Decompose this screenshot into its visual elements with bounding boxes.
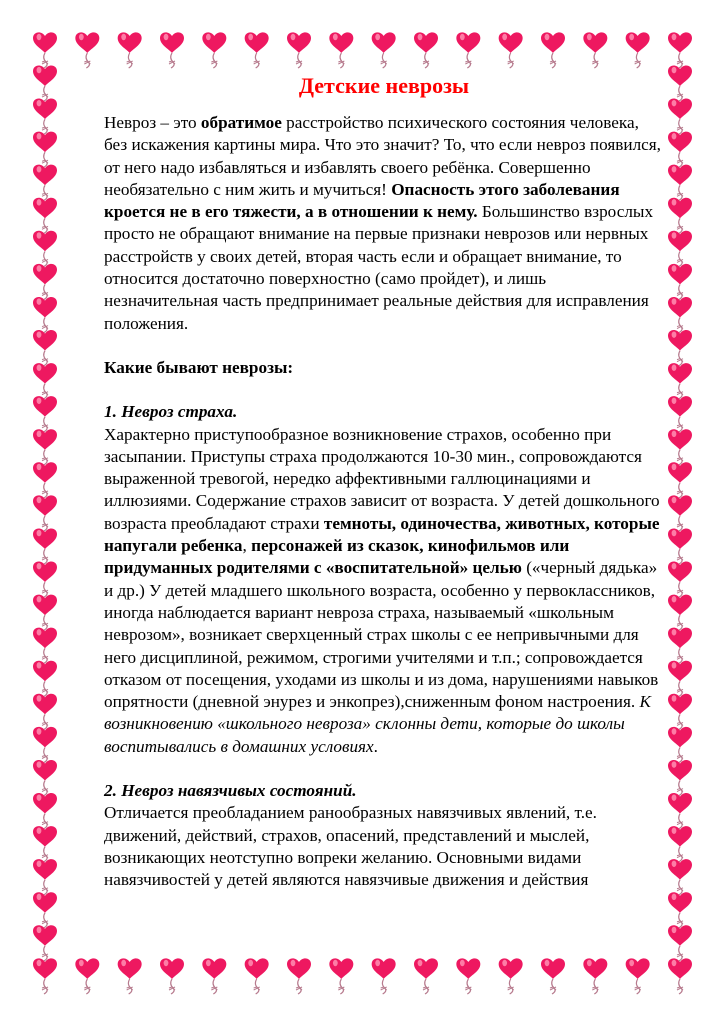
section1-bold-2: персонажей из сказок, кинофильмов или придуманных родителями с «воспитательной» целью xyxy=(104,536,570,578)
heart-balloon-icon xyxy=(33,99,57,135)
heart-balloon-icon xyxy=(287,958,311,994)
section2-heading xyxy=(104,780,664,802)
heart-balloon-icon xyxy=(33,495,57,531)
section2-text-1: Отличается преобладанием ранообразных навязчивых явлений, т.е. движений, действий, страхов, опасений, представлений и мыслей, возникающих неотступно вопреки желанию. Основными видами навязчивостей у детей являются навязчивые движения и действия xyxy=(104,803,597,890)
heart-balloon-icon xyxy=(33,793,57,829)
types-heading-text: Какие бывают неврозы: xyxy=(104,357,294,377)
heart-balloon-icon xyxy=(33,462,57,498)
heart-balloon-icon xyxy=(668,595,692,631)
intro-bold-2: Опасность этого заболевания кроется не в его тяжести, а в отношении к нему. xyxy=(104,179,620,222)
heart-balloon-icon xyxy=(33,32,57,68)
heart-balloon-icon xyxy=(583,958,607,994)
heart-balloon-icon xyxy=(668,694,692,730)
section2-paragraph xyxy=(104,802,664,891)
heart-balloon-icon xyxy=(626,32,650,68)
heart-balloon-icon xyxy=(33,727,57,763)
heart-balloon-icon xyxy=(33,694,57,730)
heart-balloon-icon xyxy=(668,429,692,465)
heart-balloon-icon xyxy=(668,297,692,333)
heart-balloon-icon xyxy=(33,925,57,961)
heart-balloon-icon xyxy=(33,363,57,399)
heart-balloon-icon xyxy=(202,32,226,68)
heart-balloon-icon xyxy=(626,958,650,994)
heart-balloon-icon xyxy=(160,958,184,994)
heart-balloon-icon xyxy=(668,727,692,763)
heart-balloon-icon xyxy=(160,32,184,68)
section1-italic-1: К возникновению «школьного невроза» склонны дети, которые до школы воспитывались в домашних условиях xyxy=(104,692,651,756)
heart-balloon-icon xyxy=(33,297,57,333)
heart-balloon-icon xyxy=(33,165,57,201)
heart-balloon-icon xyxy=(668,396,692,432)
heart-balloon-icon xyxy=(118,958,142,994)
heart-balloon-icon xyxy=(33,628,57,664)
section1-text-1: Характерно приступообразное возникновение страхов, особенно при засыпании. Приступы страха продолжаются 10-30 мин., сопровождаются выраженной тревогой, нередко аффективными галлюцинациями и иллюзиями. Содержание страхов зависит от возраста. У детей дошкольного возраста преобладают страхи xyxy=(104,424,660,533)
heart-balloon-icon xyxy=(668,892,692,928)
heart-balloon-icon xyxy=(33,859,57,895)
heart-balloon-icon xyxy=(668,165,692,201)
section1-text-4: . xyxy=(373,736,378,756)
heart-balloon-icon xyxy=(668,859,692,895)
document-page xyxy=(104,72,664,892)
heart-balloon-icon xyxy=(499,958,523,994)
heart-balloon-icon xyxy=(245,958,269,994)
intro-text-1: Невроз – это xyxy=(104,113,201,132)
heart-balloon-icon xyxy=(33,595,57,631)
heart-balloon-icon xyxy=(541,958,565,994)
heart-balloon-icon xyxy=(668,958,692,994)
intro-paragraph xyxy=(104,112,664,335)
page-title: Детские неврозы xyxy=(298,73,470,98)
heart-balloon-icon xyxy=(33,132,57,168)
intro-text-3: Большинство взрослых просто не обращают внимание на первые признаки неврозов или нервных расстройств у своих детей, вторая часть если и обращает внимание, то относится достаточно поверхностно (само пройдет), и лишь незначительная часть предпринимает реальные действия для исправления положения. xyxy=(104,202,654,333)
heart-balloon-icon xyxy=(668,132,692,168)
heart-balloon-icon xyxy=(33,198,57,234)
heart-balloon-icon xyxy=(668,495,692,531)
intro-text-2: расстройство психического состояния человека, без искажения картины мира. Что это значит? То, что если невроз появился, от него надо избавляться и избавлять своего ребёнка. Совершенно необязательно с ним жить и мучиться! xyxy=(104,113,661,199)
heart-balloon-icon xyxy=(456,32,480,68)
heart-balloon-icon xyxy=(668,826,692,862)
heart-balloon-icon xyxy=(668,760,692,796)
heart-balloon-icon xyxy=(329,958,353,994)
heart-balloon-icon xyxy=(33,264,57,300)
heart-balloon-icon xyxy=(668,462,692,498)
heart-balloon-icon xyxy=(668,661,692,697)
heart-balloon-icon xyxy=(287,32,311,68)
heart-balloon-icon xyxy=(118,32,142,68)
heart-balloon-icon xyxy=(414,32,438,68)
heart-balloon-icon xyxy=(668,562,692,598)
heart-balloon-icon xyxy=(583,32,607,68)
heart-balloon-icon xyxy=(668,528,692,564)
heart-balloon-icon xyxy=(668,32,692,68)
heart-balloon-icon xyxy=(499,32,523,68)
heart-balloon-icon xyxy=(668,925,692,961)
heart-balloon-icon xyxy=(329,32,353,68)
heart-balloon-icon xyxy=(414,958,438,994)
heart-balloon-icon xyxy=(668,65,692,101)
heart-balloon-icon xyxy=(33,661,57,697)
heart-balloon-icon xyxy=(33,892,57,928)
heart-balloon-icon xyxy=(668,264,692,300)
section1-heading-text: 1. Невроз страха. xyxy=(104,402,238,422)
heart-balloon-icon xyxy=(541,32,565,68)
heart-balloon-icon xyxy=(33,826,57,862)
types-heading xyxy=(104,357,664,379)
heart-balloon-icon xyxy=(456,958,480,994)
heart-balloon-icon xyxy=(245,32,269,68)
section1-text-2: , xyxy=(242,536,252,556)
heart-balloon-icon xyxy=(668,198,692,234)
heart-balloon-icon xyxy=(202,958,226,994)
section1-heading xyxy=(104,401,664,423)
heart-balloon-icon xyxy=(33,231,57,267)
heart-balloon-icon xyxy=(668,628,692,664)
heart-balloon-icon xyxy=(372,32,396,68)
section2-heading-text: 2. Невроз навязчивых состояний. xyxy=(104,781,357,801)
heart-balloon-icon xyxy=(75,32,99,68)
heart-balloon-icon xyxy=(372,958,396,994)
intro-bold-1: обратимое xyxy=(200,113,282,132)
heart-balloon-icon xyxy=(33,396,57,432)
heart-balloon-icon xyxy=(668,363,692,399)
heart-balloon-icon xyxy=(668,231,692,267)
heart-balloon-icon xyxy=(33,528,57,564)
heart-balloon-icon xyxy=(668,330,692,366)
heart-balloon-icon xyxy=(33,760,57,796)
section1-text-3: («черный дядька» и др.) У детей младшего школьного возраста, особенно у первоклассников, иногда наблюдается вариант невроза страха, называемый «школьным неврозом», возникает сверхценный страх школы с ее непривычными для него дисциплиной, режимом, строгими учителями и т.п.; сопровождается отказом от посещения, уходами из школы и из дома, нарушениями навыков опрятности (дневной энурез и энкопрез),сниженным фоном настроения. xyxy=(104,558,659,712)
heart-balloon-icon xyxy=(33,958,57,994)
heart-balloon-icon xyxy=(668,99,692,135)
heart-balloon-icon xyxy=(75,958,99,994)
section1-paragraph xyxy=(104,424,664,758)
heart-balloon-icon xyxy=(668,793,692,829)
section1-bold-1: темноты, одиночества, животных, которые напугали ребенка xyxy=(104,513,660,556)
heart-balloon-icon xyxy=(33,330,57,366)
heart-balloon-icon xyxy=(33,562,57,598)
heart-balloon-icon xyxy=(33,429,57,465)
heart-balloon-icon xyxy=(33,65,57,101)
